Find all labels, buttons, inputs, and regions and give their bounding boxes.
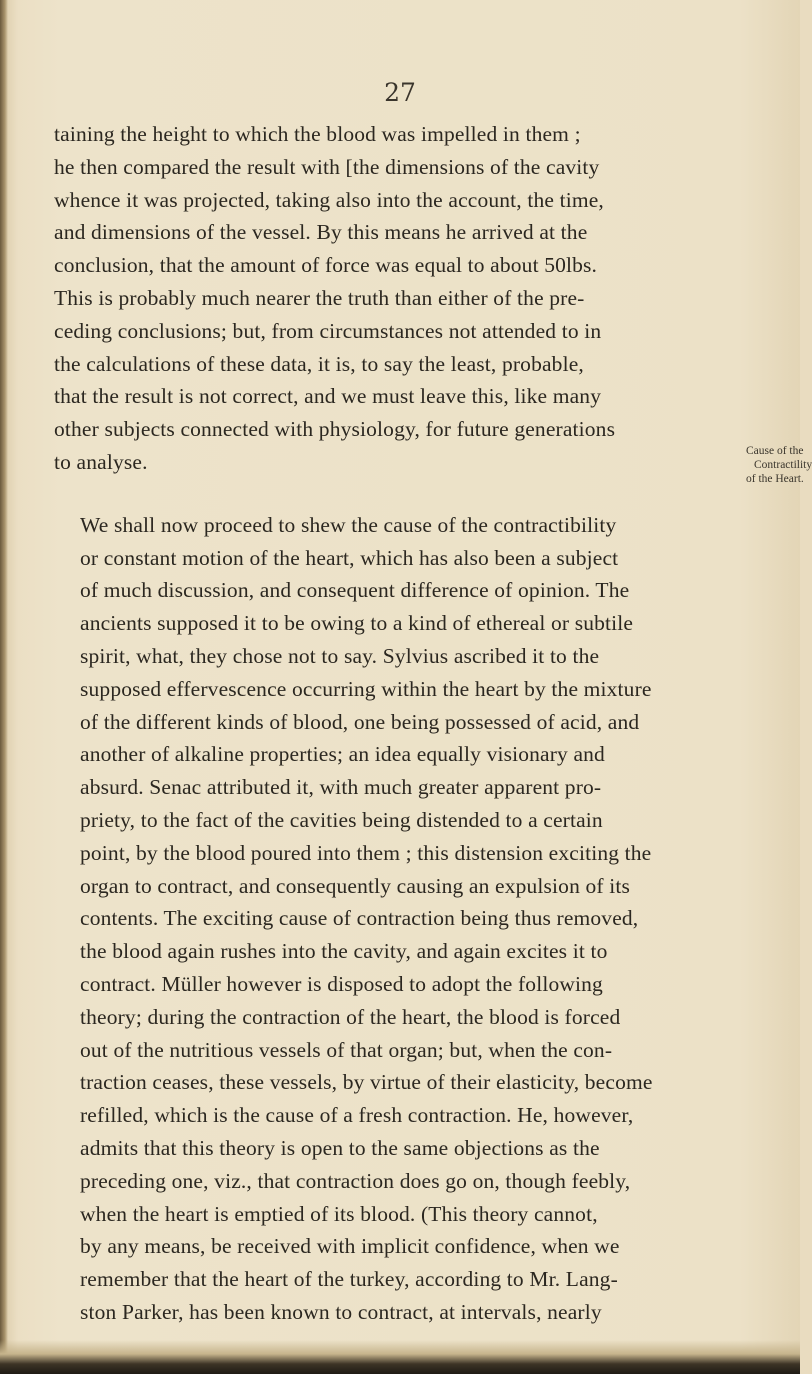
margin-note-line: Cause of the (746, 445, 804, 457)
margin-note-line: of the Heart. (746, 473, 804, 485)
text-line: ston Parker, has been known to contract, at intervals, nearly (80, 1299, 602, 1324)
text-line: This is probably much nearer the truth than either of the pre- (54, 285, 585, 310)
text-line: remember that the heart of the turkey, according to Mr. Lang- (80, 1267, 618, 1292)
page-number: 27 (384, 78, 416, 107)
text-line: contract. Müller however is disposed to adopt the following (80, 971, 603, 996)
page-bottom-edge (0, 1340, 800, 1374)
text-line: he then compared the result with [the dimensions of the cavity (54, 154, 600, 179)
paragraph-2 (54, 509, 744, 1329)
text-line: contents. The exciting cause of contraction being thus removed, (80, 906, 639, 931)
text-line: refilled, which is the cause of a fresh contraction. He, however, (80, 1103, 634, 1128)
text-line: absurd. Senac attributed it, with much greater apparent pro- (80, 775, 602, 800)
text-line: ceding conclusions; but, from circumstances not attended to in (54, 318, 602, 343)
text-line: preceding one, viz., that contraction does go on, though feebly, (80, 1168, 631, 1193)
margin-note-line: Contractility (754, 459, 812, 471)
text-line: point, by the blood poured into them ; this distension exciting the (80, 840, 652, 865)
text-line: and dimensions of the vessel. By this means he arrived at the (54, 220, 588, 245)
text-line: ancients supposed it to be owing to a kind of ethereal or subtile (80, 611, 634, 636)
text-line: traction ceases, these vessels, by virtue of their elasticity, become (80, 1070, 653, 1095)
text-line: admits that this theory is open to the same objections as the (80, 1135, 600, 1160)
text-line: whence it was projected, taking also into the account, the time, (54, 187, 604, 212)
text-line: another of alkaline properties; an idea equally visionary and (80, 742, 605, 767)
margin-note (746, 444, 812, 486)
text-line: conclusion, that the amount of force was equal to about 50lbs. (54, 253, 598, 278)
text-line: out of the nutritious vessels of that organ; but, when the con- (80, 1037, 613, 1062)
text-line: or constant motion of the heart, which has also been a subject (80, 545, 619, 570)
text-line: to analyse. (54, 449, 148, 474)
text-line: of the different kinds of blood, one being possessed of acid, and (80, 709, 640, 734)
text-line: when the heart is emptied of its blood. (This theory cannot, (80, 1201, 598, 1226)
page-binding-edge (0, 0, 8, 1374)
text-line: of much discussion, and consequent difference of opinion. The (80, 578, 630, 603)
text-line: the blood again rushes into the cavity, and again excites it to (80, 939, 608, 964)
text-line: We shall now proceed to shew the cause of the contractibility (80, 512, 617, 537)
text-line: by any means, be received with implicit confidence, when we (80, 1234, 620, 1259)
text-line: priety, to the fact of the cavities being distended to a certain (80, 807, 603, 832)
text-line: supposed effervescence occurring within the heart by the mixture (80, 676, 652, 701)
text-line: that the result is not correct, and we must leave this, like many (54, 384, 602, 409)
text-line: theory; during the contraction of the heart, the blood is forced (80, 1004, 621, 1029)
text-line: spirit, what, they chose not to say. Sylvius ascribed it to the (80, 643, 600, 668)
body-text (54, 118, 744, 1329)
text-line: the calculations of these data, it is, to say the least, probable, (54, 351, 584, 376)
text-line: other subjects connected with physiology, for future generations (54, 417, 616, 442)
paragraph-1 (54, 118, 744, 479)
text-line: taining the height to which the blood was impelled in them ; (54, 122, 581, 146)
text-line: organ to contract, and consequently causing an expulsion of its (80, 873, 631, 898)
